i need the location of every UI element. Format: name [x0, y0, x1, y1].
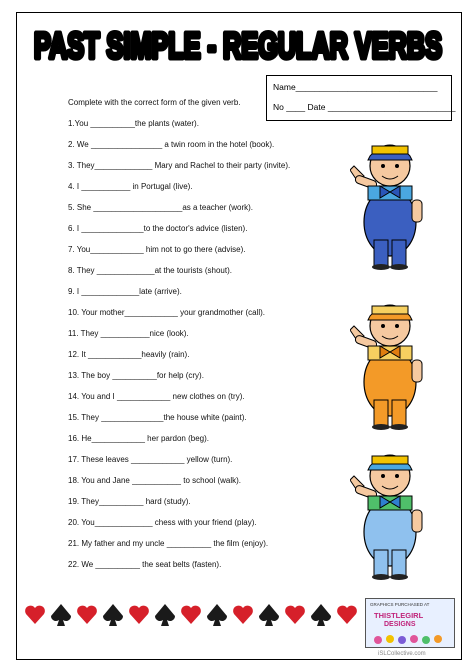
heart-icon [233, 606, 253, 624]
exercise-item: 8. They _____________at the tourists (shout). [68, 266, 232, 275]
footer-watermark: iSLCollective.com [378, 651, 426, 657]
title-outline: PAST SIMPLE - REGULAR VERBS [34, 25, 442, 66]
boy-illustration-blue [350, 130, 430, 275]
exercise-item: 13. The boy __________for help (cry). [68, 371, 204, 380]
exercise-item: 19. They__________ hard (study). [68, 497, 191, 506]
exercise-item: 9. I _____________late (arrive). [68, 287, 182, 296]
exercise-item: 22. We __________ the seat belts (fasten). [68, 560, 222, 569]
name-box [266, 75, 456, 121]
boy-illustration-orange [350, 290, 430, 435]
exercise-item: 10. Your mother____________ your grandmother (call). [68, 308, 266, 317]
name-field[interactable]: Name______________________________ [273, 82, 438, 92]
logo-subname: DESIGNS [384, 621, 416, 628]
worksheet-title [28, 18, 448, 68]
heart-icon [181, 606, 201, 624]
exercise-item: 20. You_____________ chess with your friend (play). [68, 518, 257, 527]
heart-icon [129, 606, 149, 624]
spade-icon [311, 604, 331, 626]
spade-icon [103, 604, 123, 626]
boy-illustration-lightblue [350, 440, 430, 585]
flowers-icon [370, 632, 450, 646]
logo-name: THISTLEGIRL [374, 611, 424, 620]
exercise-item: 6. I ______________to the doctor's advice (listen). [68, 224, 248, 233]
spade-icon [155, 604, 175, 626]
spade-icon [51, 604, 71, 626]
exercise-item: 17. These leaves ____________ yellow (turn). [68, 455, 233, 464]
exercise-item: 15. They ______________the house white (paint). [68, 413, 247, 422]
exercise-item: 3. They_____________ Mary and Rachel to their party (invite). [68, 161, 291, 170]
exercise-item: 16. He____________ her pardon (beg). [68, 434, 209, 443]
exercise-item: 7. You____________ him not to go there (advise). [68, 245, 246, 254]
title-text: PAST SIMPLE - REGULAR VERBS [34, 25, 442, 66]
heart-icon [25, 606, 45, 624]
logo-caption: GRAPHICS PURCHASED AT [370, 602, 430, 607]
exercise-item: 5. She ____________________as a teacher (work). [68, 203, 254, 212]
instructions: Complete with the correct form of the given verb. [68, 98, 241, 107]
exercise-item: 11. They ___________nice (look). [68, 329, 189, 338]
spade-icon [259, 604, 279, 626]
exercise-item: 1.You __________the plants (water). [68, 119, 199, 128]
exercise-item: 14. You and I ____________ new clothes on (try). [68, 392, 245, 401]
heart-icon [285, 606, 305, 624]
exercise-item: 18. You and Jane ___________ to school (walk). [68, 476, 242, 485]
exercise-item: 12. It ____________heavily (rain). [68, 350, 190, 359]
exercise-item: 21. My father and my uncle __________ the film (enjoy). [68, 539, 269, 548]
exercise-item: 4. I ___________ in Portugal (live). [68, 182, 193, 191]
heart-icon [337, 606, 357, 624]
exercise-item: 2. We ________________ a twin room in the hotel (book). [68, 140, 275, 149]
thistlegirl-designs-logo [365, 598, 455, 648]
spade-icon [207, 604, 227, 626]
hearts-spades-border [22, 602, 362, 628]
no-date-field[interactable]: No ____ Date ___________________________ [273, 102, 456, 112]
heart-icon [77, 606, 97, 624]
